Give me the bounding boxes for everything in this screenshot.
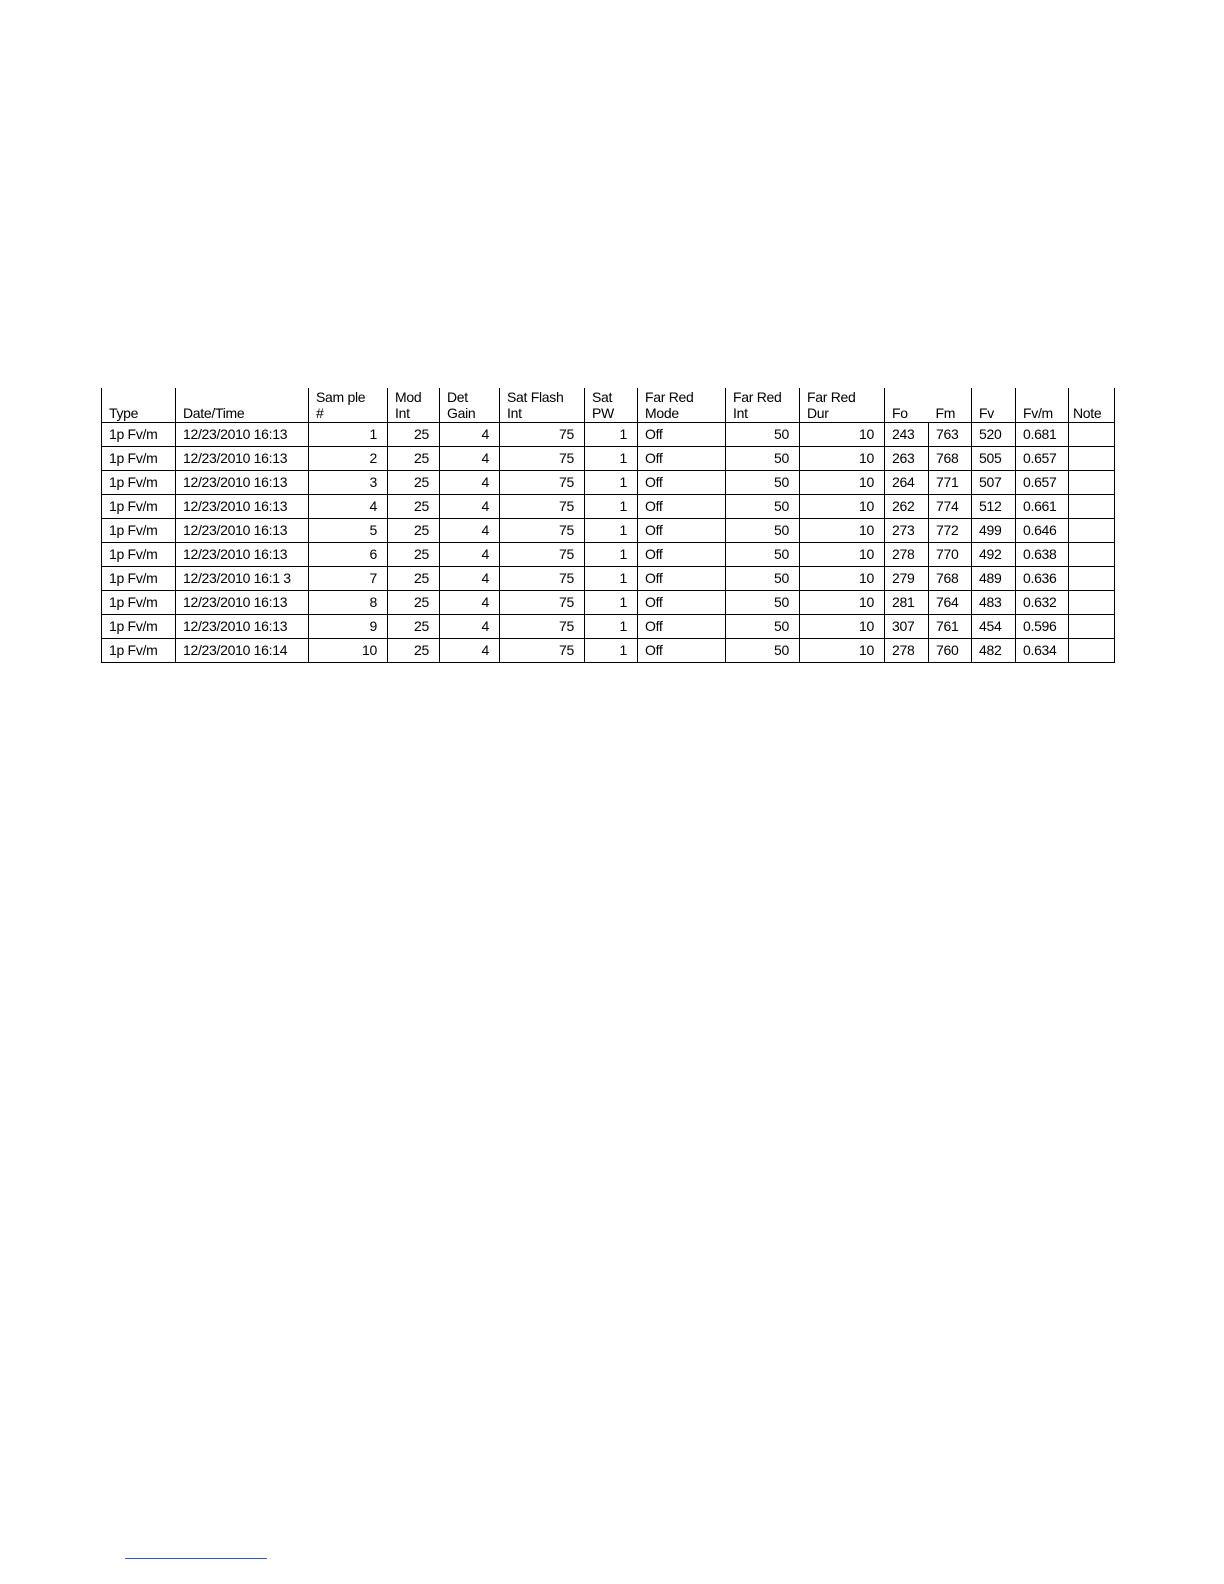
cell-sat-pw: 1 xyxy=(585,615,638,639)
table-row xyxy=(102,471,1115,495)
header-sample-number: Sam ple # xyxy=(309,388,388,423)
cell-far-red-dur: 10 xyxy=(800,639,885,663)
cell-far-red-dur: 10 xyxy=(800,495,885,519)
header-sat-pw: Sat PW xyxy=(585,388,638,423)
cell-sat-flash-int: 75 xyxy=(500,639,585,663)
cell-fo: 278 xyxy=(885,543,929,567)
header-det-gain: Det Gain xyxy=(440,388,500,423)
cell-far-red-int: 50 xyxy=(726,447,800,471)
header-far-red-mode: Far Red Mode xyxy=(638,388,726,423)
cell-date-time: 12/23/2010 16:13 xyxy=(176,447,309,471)
cell-det-gain: 4 xyxy=(440,567,500,591)
cell-note xyxy=(1069,471,1115,495)
cell-date-time: 12/23/2010 16:1 3 xyxy=(176,567,309,591)
cell-fv: 499 xyxy=(972,519,1016,543)
cell-far-red-dur: 10 xyxy=(800,447,885,471)
cell-sat-pw: 1 xyxy=(585,543,638,567)
cell-fm: 771 xyxy=(929,471,972,495)
cell-type: 1p Fv/m xyxy=(102,471,176,495)
cell-fv: 520 xyxy=(972,423,1016,447)
cell-fm: 763 xyxy=(929,423,972,447)
cell-sat-pw: 1 xyxy=(585,495,638,519)
cell-type: 1p Fv/m xyxy=(102,495,176,519)
cell-fo: 264 xyxy=(885,471,929,495)
cell-fv: 492 xyxy=(972,543,1016,567)
cell-sample-number: 5 xyxy=(309,519,388,543)
cell-far-red-int: 50 xyxy=(726,591,800,615)
cell-sat-flash-int: 75 xyxy=(500,495,585,519)
header-fo: Fo xyxy=(885,388,929,423)
header-far-red-int: Far Red Int xyxy=(726,388,800,423)
cell-sample-number: 10 xyxy=(309,639,388,663)
header-type: Type xyxy=(102,388,176,423)
cell-far-red-int: 50 xyxy=(726,615,800,639)
cell-det-gain: 4 xyxy=(440,543,500,567)
cell-far-red-mode: Off xyxy=(638,543,726,567)
cell-sat-flash-int: 75 xyxy=(500,423,585,447)
cell-fm: 768 xyxy=(929,447,972,471)
cell-far-red-int: 50 xyxy=(726,639,800,663)
cell-far-red-mode: Off xyxy=(638,423,726,447)
cell-fm: 760 xyxy=(929,639,972,663)
cell-far-red-mode: Off xyxy=(638,495,726,519)
table-row xyxy=(102,447,1115,471)
cell-sample-number: 9 xyxy=(309,615,388,639)
cell-sample-number: 8 xyxy=(309,591,388,615)
cell-note xyxy=(1069,615,1115,639)
cell-far-red-mode: Off xyxy=(638,639,726,663)
cell-fv: 507 xyxy=(972,471,1016,495)
cell-fm: 772 xyxy=(929,519,972,543)
header-far-red-dur: Far Red Dur xyxy=(800,388,885,423)
cell-mod-int: 25 xyxy=(388,615,440,639)
cell-sat-flash-int: 75 xyxy=(500,519,585,543)
cell-fv-m: 0.681 xyxy=(1016,423,1069,447)
cell-fv-m: 0.657 xyxy=(1016,447,1069,471)
cell-fv: 489 xyxy=(972,567,1016,591)
cell-fo: 273 xyxy=(885,519,929,543)
cell-sat-pw: 1 xyxy=(585,519,638,543)
cell-sample-number: 3 xyxy=(309,471,388,495)
cell-fv: 454 xyxy=(972,615,1016,639)
cell-date-time: 12/23/2010 16:13 xyxy=(176,543,309,567)
cell-date-time: 12/23/2010 16:13 xyxy=(176,495,309,519)
table-row xyxy=(102,423,1115,447)
cell-sat-pw: 1 xyxy=(585,471,638,495)
cell-date-time: 12/23/2010 16:13 xyxy=(176,591,309,615)
cell-fv: 482 xyxy=(972,639,1016,663)
cell-note xyxy=(1069,591,1115,615)
cell-det-gain: 4 xyxy=(440,615,500,639)
cell-fo: 279 xyxy=(885,567,929,591)
cell-sat-flash-int: 75 xyxy=(500,591,585,615)
table-row xyxy=(102,495,1115,519)
table-row xyxy=(102,567,1115,591)
cell-det-gain: 4 xyxy=(440,447,500,471)
cell-sat-flash-int: 75 xyxy=(500,615,585,639)
cell-far-red-int: 50 xyxy=(726,567,800,591)
cell-far-red-mode: Off xyxy=(638,471,726,495)
footnote-separator xyxy=(125,1558,267,1559)
header-fm: Fm xyxy=(929,388,972,423)
cell-mod-int: 25 xyxy=(388,495,440,519)
cell-note xyxy=(1069,519,1115,543)
cell-fo: 278 xyxy=(885,639,929,663)
table-row xyxy=(102,615,1115,639)
cell-sat-pw: 1 xyxy=(585,639,638,663)
cell-fv-m: 0.646 xyxy=(1016,519,1069,543)
header-mod-int: Mod Int xyxy=(388,388,440,423)
cell-sat-pw: 1 xyxy=(585,567,638,591)
cell-mod-int: 25 xyxy=(388,423,440,447)
cell-far-red-int: 50 xyxy=(726,543,800,567)
cell-sample-number: 7 xyxy=(309,567,388,591)
cell-far-red-dur: 10 xyxy=(800,519,885,543)
cell-date-time: 12/23/2010 16:13 xyxy=(176,423,309,447)
cell-mod-int: 25 xyxy=(388,567,440,591)
cell-far-red-mode: Off xyxy=(638,567,726,591)
cell-note xyxy=(1069,639,1115,663)
cell-sat-pw: 1 xyxy=(585,591,638,615)
cell-mod-int: 25 xyxy=(388,447,440,471)
cell-fv-m: 0.634 xyxy=(1016,639,1069,663)
header-row xyxy=(102,388,1115,423)
cell-fv-m: 0.632 xyxy=(1016,591,1069,615)
cell-note xyxy=(1069,423,1115,447)
cell-fv-m: 0.596 xyxy=(1016,615,1069,639)
measurement-table xyxy=(101,388,1115,663)
cell-far-red-dur: 10 xyxy=(800,615,885,639)
cell-sat-flash-int: 75 xyxy=(500,447,585,471)
cell-sample-number: 6 xyxy=(309,543,388,567)
cell-fv-m: 0.657 xyxy=(1016,471,1069,495)
table-row xyxy=(102,591,1115,615)
cell-date-time: 12/23/2010 16:14 xyxy=(176,639,309,663)
cell-note xyxy=(1069,543,1115,567)
cell-det-gain: 4 xyxy=(440,471,500,495)
cell-far-red-int: 50 xyxy=(726,519,800,543)
header-date-time: Date/Time xyxy=(176,388,309,423)
table-row xyxy=(102,639,1115,663)
cell-mod-int: 25 xyxy=(388,543,440,567)
table-row xyxy=(102,519,1115,543)
cell-type: 1p Fv/m xyxy=(102,567,176,591)
cell-det-gain: 4 xyxy=(440,423,500,447)
cell-fo: 263 xyxy=(885,447,929,471)
cell-sat-pw: 1 xyxy=(585,447,638,471)
table-row xyxy=(102,543,1115,567)
cell-sat-pw: 1 xyxy=(585,423,638,447)
cell-det-gain: 4 xyxy=(440,495,500,519)
cell-mod-int: 25 xyxy=(388,471,440,495)
cell-fv-m: 0.636 xyxy=(1016,567,1069,591)
cell-fv: 505 xyxy=(972,447,1016,471)
cell-fo: 281 xyxy=(885,591,929,615)
cell-fv: 483 xyxy=(972,591,1016,615)
cell-type: 1p Fv/m xyxy=(102,423,176,447)
cell-type: 1p Fv/m xyxy=(102,543,176,567)
cell-det-gain: 4 xyxy=(440,591,500,615)
cell-date-time: 12/23/2010 16:13 xyxy=(176,471,309,495)
header-sat-flash-int: Sat Flash Int xyxy=(500,388,585,423)
cell-sat-flash-int: 75 xyxy=(500,567,585,591)
cell-fm: 761 xyxy=(929,615,972,639)
table-header xyxy=(102,388,1115,423)
cell-mod-int: 25 xyxy=(388,639,440,663)
cell-note xyxy=(1069,495,1115,519)
cell-far-red-dur: 10 xyxy=(800,567,885,591)
cell-fo: 307 xyxy=(885,615,929,639)
cell-det-gain: 4 xyxy=(440,639,500,663)
header-fv-m: Fv/m xyxy=(1016,388,1069,423)
cell-far-red-int: 50 xyxy=(726,423,800,447)
cell-far-red-mode: Off xyxy=(638,615,726,639)
cell-far-red-mode: Off xyxy=(638,519,726,543)
cell-fv-m: 0.638 xyxy=(1016,543,1069,567)
cell-type: 1p Fv/m xyxy=(102,591,176,615)
cell-sample-number: 1 xyxy=(309,423,388,447)
cell-note xyxy=(1069,447,1115,471)
cell-type: 1p Fv/m xyxy=(102,615,176,639)
cell-type: 1p Fv/m xyxy=(102,447,176,471)
header-fv: Fv xyxy=(972,388,1016,423)
cell-fv-m: 0.661 xyxy=(1016,495,1069,519)
cell-type: 1p Fv/m xyxy=(102,519,176,543)
cell-mod-int: 25 xyxy=(388,519,440,543)
cell-mod-int: 25 xyxy=(388,591,440,615)
cell-far-red-dur: 10 xyxy=(800,543,885,567)
cell-sample-number: 2 xyxy=(309,447,388,471)
cell-fm: 770 xyxy=(929,543,972,567)
cell-far-red-mode: Off xyxy=(638,591,726,615)
cell-sat-flash-int: 75 xyxy=(500,471,585,495)
cell-sat-flash-int: 75 xyxy=(500,543,585,567)
cell-far-red-mode: Off xyxy=(638,447,726,471)
header-note: Note xyxy=(1069,388,1115,423)
cell-fm: 764 xyxy=(929,591,972,615)
cell-fm: 768 xyxy=(929,567,972,591)
cell-date-time: 12/23/2010 16:13 xyxy=(176,615,309,639)
table-body xyxy=(102,423,1115,663)
cell-sample-number: 4 xyxy=(309,495,388,519)
cell-far-red-dur: 10 xyxy=(800,471,885,495)
cell-fo: 262 xyxy=(885,495,929,519)
cell-far-red-int: 50 xyxy=(726,471,800,495)
cell-fv: 512 xyxy=(972,495,1016,519)
cell-det-gain: 4 xyxy=(440,519,500,543)
cell-type: 1p Fv/m xyxy=(102,639,176,663)
cell-date-time: 12/23/2010 16:13 xyxy=(176,519,309,543)
cell-far-red-int: 50 xyxy=(726,495,800,519)
cell-far-red-dur: 10 xyxy=(800,423,885,447)
cell-note xyxy=(1069,567,1115,591)
cell-fm: 774 xyxy=(929,495,972,519)
cell-fo: 243 xyxy=(885,423,929,447)
cell-far-red-dur: 10 xyxy=(800,591,885,615)
